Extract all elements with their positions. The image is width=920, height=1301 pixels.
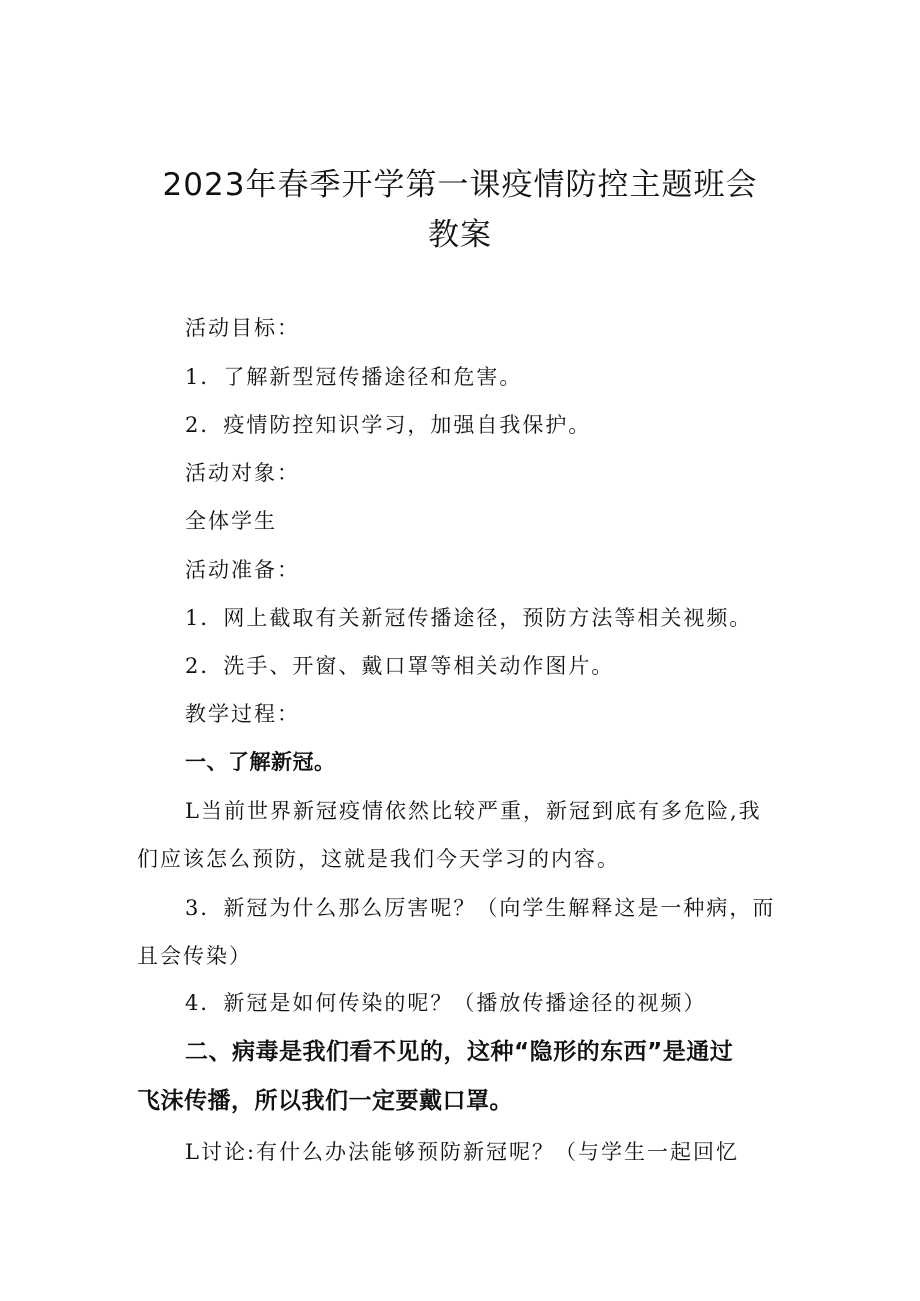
section-heading-1: 一、了解新冠。 [185, 750, 336, 774]
paragraph-line: L讨论:有什么办法能够预防新冠呢？（与学生一起回忆 [185, 1140, 740, 1164]
paragraph-line: 3．新冠为什么那么厉害呢？（向学生解释这是一种病，而 [185, 896, 776, 920]
audience-text: 全体学生 [185, 509, 277, 533]
document-title-continued: 教案 [428, 217, 492, 253]
document-title: 2023年春季开学第一课疫情防控主题班会 [162, 167, 758, 203]
section-label-preparation: 活动准备： [185, 558, 300, 582]
paragraph-line: L当前世界新冠疫情依然比较严重，新冠到底有多危险,我 [185, 799, 762, 823]
section-heading-2: 二、病毒是我们看不见的，这种“隐形的东西”是通过 [185, 1039, 734, 1065]
section-heading-2-continued: 飞沫传播，所以我们一定要戴口罩。 [137, 1088, 513, 1114]
paragraph-line: 且会传染） [137, 944, 252, 968]
paragraph-line: 们应该怎么预防，这就是我们今天学习的内容。 [137, 847, 620, 871]
preparation-item-1: 1．网上截取有关新冠传播途径，预防方法等相关视频。 [185, 606, 753, 630]
goal-item-2: 2．疫情防控知识学习，加强自我保护。 [185, 413, 592, 437]
section-label-goals: 活动目标： [185, 316, 300, 340]
section-label-audience: 活动对象： [185, 461, 300, 485]
section-label-process: 教学过程： [185, 702, 300, 726]
preparation-item-2: 2．洗手、开窗、戴口罩等相关动作图片。 [185, 654, 615, 678]
goal-item-1: 1．了解新型冠传播途径和危害。 [185, 365, 523, 389]
paragraph-line: 4．新冠是如何传染的呢？（播放传播途径的视频） [185, 991, 707, 1015]
